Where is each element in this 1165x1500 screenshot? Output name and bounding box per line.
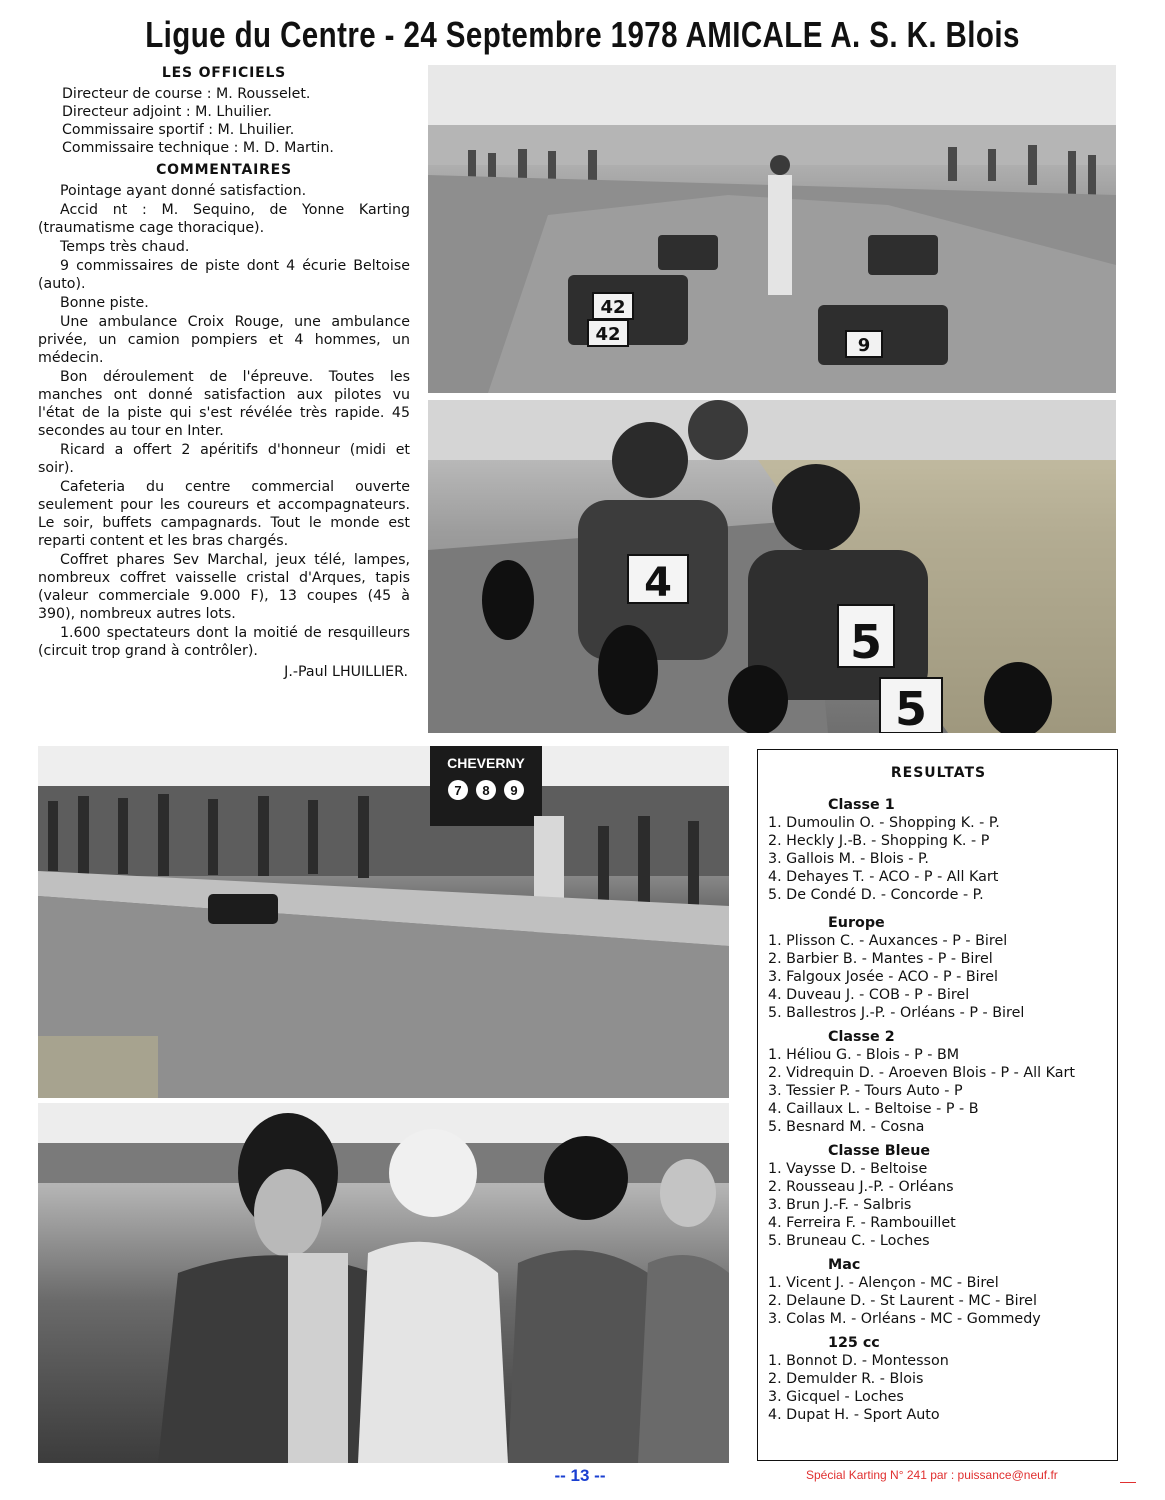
result-entry: 4. Caillaux L. - Beltoise - P - B (768, 1101, 979, 1117)
footer-credit: Spécial Karting N° 241 par : puissance@neuf.fr (806, 1468, 1058, 1482)
official-line: Directeur adjoint : M. Lhuilier. (62, 104, 272, 120)
comment-paragraph: Coffret phares Sev Marchal, jeux télé, lampes, nombreux coffret vaisselle cristal d'Arques, tapis (valeur commerciale 9.000 F), 13 coupes (45 à 390), nombreux autres lots. (38, 552, 410, 622)
drivers-photo (38, 1103, 729, 1463)
page-title: Ligue du Centre - 24 Septembre 1978 AMICALE A. S. K. Blois (145, 14, 1020, 55)
class-heading: Mac (828, 1257, 861, 1273)
kart-number: 4 (644, 560, 672, 606)
drivers-illustration (38, 1103, 729, 1463)
result-entry: 4. Dehayes T. - ACO - P - All Kart (768, 869, 999, 885)
result-entry: 2. Barbier B. - Mantes - P - Birel (768, 951, 993, 967)
crowd-track-illustration (38, 746, 729, 1098)
footer-underline (1120, 1482, 1136, 1483)
result-entry: 2. Heckly J.-B. - Shopping K. - P (768, 833, 990, 849)
result-entry: 4. Duveau J. - COB - P - Birel (768, 987, 970, 1003)
official-line: Commissaire sportif : M. Lhuilier. (62, 122, 295, 138)
comment-paragraph: Une ambulance Croix Rouge, une ambulance privée, un camion pompiers et 4 hommes, un médecin. (38, 314, 410, 366)
result-entry: 3. Tessier P. - Tours Auto - P (768, 1083, 963, 1099)
result-entry: 2. Demulder R. - Blois (768, 1371, 924, 1387)
kart-number: 42 (600, 297, 626, 318)
kart-number: 5 (849, 615, 883, 669)
article-signature: J.-Paul LHUILLIER. (284, 664, 408, 680)
article-text-column (38, 62, 410, 681)
result-entry: 1. Dumoulin O. - Shopping K. - P. (768, 815, 1000, 831)
class-heading: Classe 1 (828, 797, 895, 813)
race-start-illustration (428, 65, 1116, 393)
comment-paragraph: 1.600 spectateurs dont la moitié de resquilleurs (circuit trop grand à contrôler). (38, 625, 410, 659)
comment-paragraph: Pointage ayant donné satisfaction. (60, 183, 307, 199)
sign-number: 8 (482, 783, 490, 798)
result-entry: 1. Vaysse D. - Beltoise (768, 1161, 928, 1177)
class-heading: Classe Bleue (828, 1143, 931, 1159)
kart-closeup-illustration (428, 400, 1116, 733)
result-entry: 3. Colas M. - Orléans - MC - Gommedy (768, 1311, 1041, 1327)
result-entry: 5. De Condé D. - Concorde - P. (768, 887, 984, 903)
result-entry: 1. Plisson C. - Auxances - P - Birel (768, 933, 1008, 949)
officials-heading: LES OFFICIELS (161, 65, 287, 81)
result-entry: 2. Rousseau J.-P. - Orléans (768, 1179, 954, 1195)
race-start-photo (428, 65, 1116, 393)
comment-paragraph: Bonne piste. (60, 295, 149, 311)
result-entry: 4. Ferreira F. - Rambouillet (768, 1215, 956, 1231)
comment-paragraph: 9 commissaires de piste dont 4 écurie Beltoise (auto). (38, 258, 410, 292)
result-entry: 2. Vidrequin D. - Aroeven Blois - P - All Kart (768, 1065, 1076, 1081)
class-heading: 125 cc (828, 1335, 880, 1351)
sign-label: CHEVERNY (447, 755, 525, 771)
kart-number: 9 (857, 335, 871, 356)
result-entry: 3. Gallois M. - Blois - P. (768, 851, 929, 867)
results-heading: RESULTATS (890, 765, 987, 781)
results-panel (757, 749, 1118, 1461)
comment-paragraph: Accid nt : M. Sequino, de Yonne Karting (traumatisme cage thoracique). (38, 202, 410, 236)
crowd-track-photo (38, 746, 729, 1098)
kart-closeup-photo (428, 400, 1116, 733)
result-entry: 1. Vicent J. - Alençon - MC - Birel (768, 1275, 999, 1291)
result-entry: 3. Brun J.-F. - Salbris (768, 1197, 912, 1213)
result-entry: 3. Falgoux Josée - ACO - P - Birel (768, 969, 998, 985)
class-heading: Classe 2 (828, 1029, 895, 1045)
result-entry: 3. Gicquel - Loches (768, 1389, 904, 1405)
official-line: Directeur de course : M. Rousselet. (62, 86, 311, 102)
result-entry: 1. Bonnot D. - Montesson (768, 1353, 949, 1369)
official-line: Commissaire technique : M. D. Martin. (62, 140, 334, 156)
page-number: -- 13 -- (554, 1466, 606, 1485)
comment-paragraph: Cafeteria du centre commercial ouverte seulement pour les coureurs et accompagnateurs. Le soir, buffets campagnards. Tout le monde est reparti content et les bras chargés. (38, 479, 410, 549)
officials-list (38, 85, 410, 157)
class-heading: Europe (828, 915, 885, 931)
result-entry: 1. Héliou G. - Blois - P - BM (768, 1047, 960, 1063)
result-entry: 5. Besnard M. - Cosna (768, 1119, 925, 1135)
sign-number: 9 (510, 783, 518, 798)
result-entry: 2. Delaune D. - St Laurent - MC - Birel (768, 1293, 1037, 1309)
kart-number: 5 (894, 682, 928, 733)
result-entry: 5. Ballestros J.-P. - Orléans - P - Birel (768, 1005, 1025, 1021)
kart-number: 42 (595, 324, 621, 345)
result-entry: 5. Bruneau C. - Loches (768, 1233, 930, 1249)
sign-number: 7 (454, 783, 462, 798)
comments-heading: COMMENTAIRES (156, 162, 292, 178)
comment-paragraph: Bon déroulement de l'épreuve. Toutes les manches ont donné satisfaction aux pilotes vu l'état de la piste qui s'est révélée très rapide. 45 secondes au tour en Inter. (38, 369, 410, 439)
result-entry: 4. Dupat H. - Sport Auto (768, 1407, 940, 1423)
comment-paragraph: Temps très chaud. (60, 239, 190, 255)
comment-paragraph: Ricard a offert 2 apéritifs d'honneur (midi et soir). (38, 442, 410, 476)
